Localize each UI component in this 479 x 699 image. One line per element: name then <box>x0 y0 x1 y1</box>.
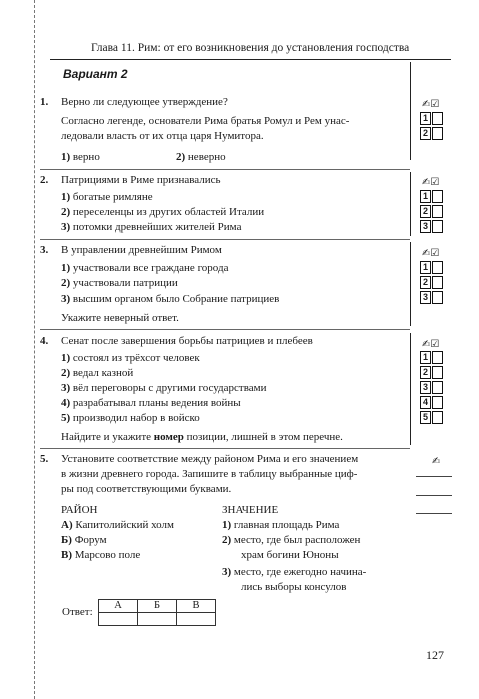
answer-box-q4-4[interactable]: 4 <box>420 396 444 409</box>
answer-col-b: Б <box>138 600 177 613</box>
meaning-2: 2) место, где был расположен <box>222 534 361 546</box>
divider <box>40 329 410 330</box>
answer-box-q3-1[interactable]: 1 <box>420 261 444 274</box>
divider <box>40 169 410 170</box>
answer-line[interactable] <box>416 476 452 477</box>
margin-rule <box>410 242 411 326</box>
answer-box-q4-5[interactable]: 5 <box>420 411 444 424</box>
answer-box-q1-1[interactable]: 1 <box>420 112 444 125</box>
question-number-3: 3. <box>40 244 49 256</box>
q4-prompt: Сенат после завершения борьбы патрициев и плебеев <box>61 335 313 347</box>
q4-option-4[interactable]: 4) разрабатывал планы ведения войны <box>61 397 241 409</box>
district-a: А) Капитолийский холм <box>61 519 174 531</box>
answer-box-q4-1[interactable]: 1 <box>420 351 444 364</box>
answer-box-q2-1[interactable]: 1 <box>420 190 444 203</box>
q5-line-2: в жизни древнего города. Запишите в таблицу выбранные циф- <box>61 468 358 480</box>
meaning-3: 3) место, где ежегодно начина- <box>222 566 367 578</box>
answer-label: Ответ: <box>62 606 93 618</box>
q4-option-1[interactable]: 1) состоял из трёхсот человек <box>61 352 200 364</box>
answer-box-q4-2[interactable]: 2 <box>420 366 444 379</box>
chapter-title: Глава 11. Рим: от его возникновения до установления господства <box>91 42 410 54</box>
question-number-1: 1. <box>40 96 49 108</box>
divider <box>40 448 410 449</box>
margin-rule <box>410 333 411 445</box>
q2-prompt: Патрициями в Риме признавались <box>61 174 221 186</box>
q1-line-1: Согласно легенде, основатели Рима братья Ромул и Рем унас- <box>61 115 350 127</box>
q1-option-2[interactable]: 2) неверно <box>176 151 226 163</box>
q2-option-3[interactable]: 3) потомки древнейших жителей Рима <box>61 221 242 233</box>
q5-line-1: Установите соответствие между районом Рима и его значением <box>61 453 359 465</box>
pencil-check-icon: ✍☑ <box>422 248 440 259</box>
answer-table <box>98 599 216 626</box>
answer-line[interactable] <box>416 513 452 514</box>
q4-option-2[interactable]: 2) ведал казной <box>61 367 134 379</box>
answer-col-a: А <box>99 600 138 613</box>
q2-option-2[interactable]: 2) переселенцы из других областей Италии <box>61 206 265 218</box>
answer-box-q1-2[interactable]: 2 <box>420 127 444 140</box>
meaning-2-cont: храм богини Юноны <box>241 549 339 561</box>
district-header: РАЙОН <box>61 504 98 516</box>
q3-option-2[interactable]: 2) участвовали патриции <box>61 277 178 289</box>
variant-title: Вариант 2 <box>63 67 128 81</box>
cut-line <box>34 0 35 699</box>
question-number-5: 5. <box>40 453 49 465</box>
margin-rule <box>410 172 411 236</box>
q2-option-1[interactable]: 1) богатые римляне <box>61 191 153 203</box>
meaning-header: ЗНАЧЕНИЕ <box>222 504 279 516</box>
answer-box-q4-3[interactable]: 3 <box>420 381 444 394</box>
answer-box-q3-3[interactable]: 3 <box>420 291 444 304</box>
answer-line[interactable] <box>416 495 452 496</box>
q3-prompt: В управлении древнейшим Римом <box>61 244 222 256</box>
pencil-check-icon: ✍☑ <box>422 177 440 188</box>
header-rule <box>50 59 451 60</box>
answer-cell-v[interactable] <box>177 613 216 626</box>
q3-instruction: Укажите неверный ответ. <box>61 312 179 324</box>
answer-cell-b[interactable] <box>138 613 177 626</box>
q1-option-1[interactable]: 1) верно <box>61 151 100 163</box>
divider <box>40 239 410 240</box>
question-number-4: 4. <box>40 335 49 347</box>
q3-option-1[interactable]: 1) участвовали все граждане города <box>61 262 229 274</box>
q3-option-3[interactable]: 3) высшим органом было Собрание патрициев <box>61 293 280 305</box>
page-number: 127 <box>426 648 444 662</box>
pencil-check-icon: ✍☑ <box>422 99 440 110</box>
pencil-check-icon: ✍☑ <box>422 339 440 350</box>
q4-option-5[interactable]: 5) производил набор в войско <box>61 412 200 424</box>
answer-box-q3-2[interactable]: 2 <box>420 276 444 289</box>
answer-cell-a[interactable] <box>99 613 138 626</box>
q4-instruction: Найдите и укажите номер позиции, лишней в этом перечне. <box>61 431 343 443</box>
meaning-3-cont: лись выборы консулов <box>241 581 347 593</box>
margin-rule <box>410 62 411 160</box>
q4-option-3[interactable]: 3) вёл переговоры с другими государствами <box>61 382 267 394</box>
district-b: Б) Форум <box>61 534 107 546</box>
answer-box-q2-3[interactable]: 3 <box>420 220 444 233</box>
meaning-1: 1) главная площадь Рима <box>222 519 340 531</box>
q1-prompt: Верно ли следующее утверждение? <box>61 96 228 108</box>
pencil-icon: ✍ <box>432 456 441 467</box>
answer-col-v: В <box>177 600 216 613</box>
district-v: В) Марсово поле <box>61 549 141 561</box>
q1-line-2: ледовали власть от их отца царя Нумитора. <box>61 130 264 142</box>
question-number-2: 2. <box>40 174 49 186</box>
q5-line-3: ры под соответствующими буквами. <box>61 483 232 495</box>
answer-box-q2-2[interactable]: 2 <box>420 205 444 218</box>
